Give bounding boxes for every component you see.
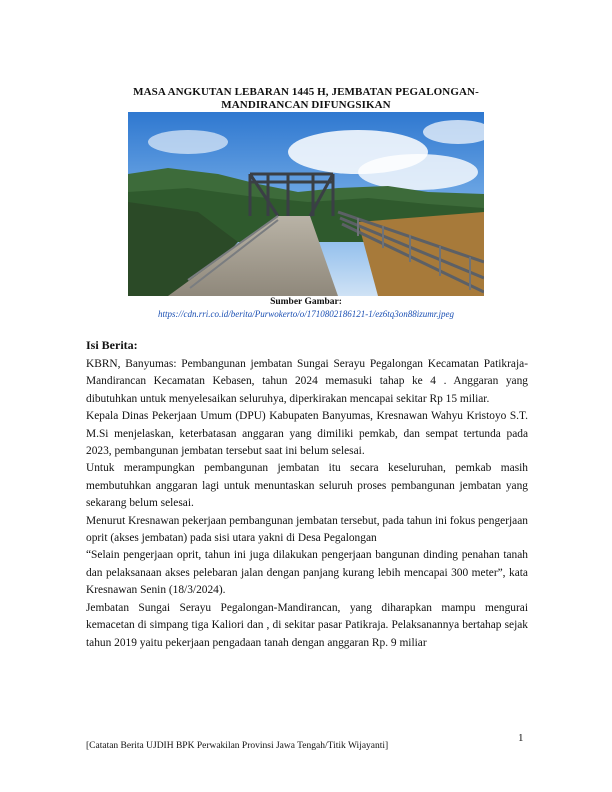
image-source-link[interactable]: https://cdn.rri.co.id/berita/Purwokerto/o/1710802186121-1/ez6tq3on88izumr.jpeg: [158, 309, 454, 319]
page-number: 1: [518, 732, 524, 744]
page-title: [100, 86, 512, 112]
title-line-2: MANDIRANCAN DIFUNGSIKAN: [221, 99, 391, 111]
title-line-1: MASA ANGKUTAN LEBARAN 1445 H, JEMBATAN PEGALONGAN-: [133, 86, 479, 98]
paragraph-5: “Selain pengerjaan oprit, tahun ini juga dilakukan pengerjaan bangunan dinding penahan tanah dan pelaksanaan akses pelebaran jalan dengan panjang kurang lebih mencapai 300 meter”, kata Kresnawan Senin (18/3/2024).: [86, 549, 528, 597]
section-heading: Isi Berita:: [86, 338, 138, 352]
paragraph-1: KBRN, Banyumas: Pembangunan jembatan Sungai Serayu Pegalongan Kecamatan Patikraja-Mandirancan Kecamatan Kebasen, tahun 2024 memasuki tahap ke 4 . Anggaran yang dibutuhkan untuk menyelesaikan seluruhya, diperkirakan mencapai sekitar Rp 15 miliar.: [86, 358, 528, 405]
article-body: [86, 356, 528, 652]
bridge-photo: [128, 112, 484, 296]
paragraph-4: Menurut Kresnawan pekerjaan pembangunan jembatan tersebut, pada tahun ini fokus pengerjaan oprit (akses jembatan) pada sisi utara yakni di Desa Pegalongan: [86, 514, 528, 545]
image-caption-label: Sumber Gambar:: [270, 297, 342, 307]
paragraph-2: Kepala Dinas Pekerjaan Umum (DPU) Kabupaten Banyumas, Kresnawan Wahyu Kristoyo S.T. M.Si menjelaskan, keterbatasan anggaran yang dimiliki pemkab, dan sempat tertunda pada 2023, pembangunan jembatan tersebut saat ini belum selesai.: [86, 410, 528, 458]
footer-note: [Catatan Berita UJDIH BPK Perwakilan Provinsi Jawa Tengah/Titik Wijayanti]: [86, 741, 389, 751]
paragraph-6: Jembatan Sungai Serayu Pegalongan-Mandirancan, yang diharapkan mampu mengurai kemacetan di simpang tiga Kaliori dan , di sekitar pasar Patikraja. Pelaksanannya bertahap sejak tahun 2019 yaitu pekerjaan pengadaan tanah dengan anggaran Rp. 9 miliar: [86, 601, 528, 649]
paragraph-3: Untuk merampungkan pembangunan jembatan itu secara keseluruhan, pemkab masih membutuhkan anggaran lagi untuk menuntaskan seluruh proses pembangunan jembatan yang sekarang belum selesai.: [86, 462, 528, 510]
